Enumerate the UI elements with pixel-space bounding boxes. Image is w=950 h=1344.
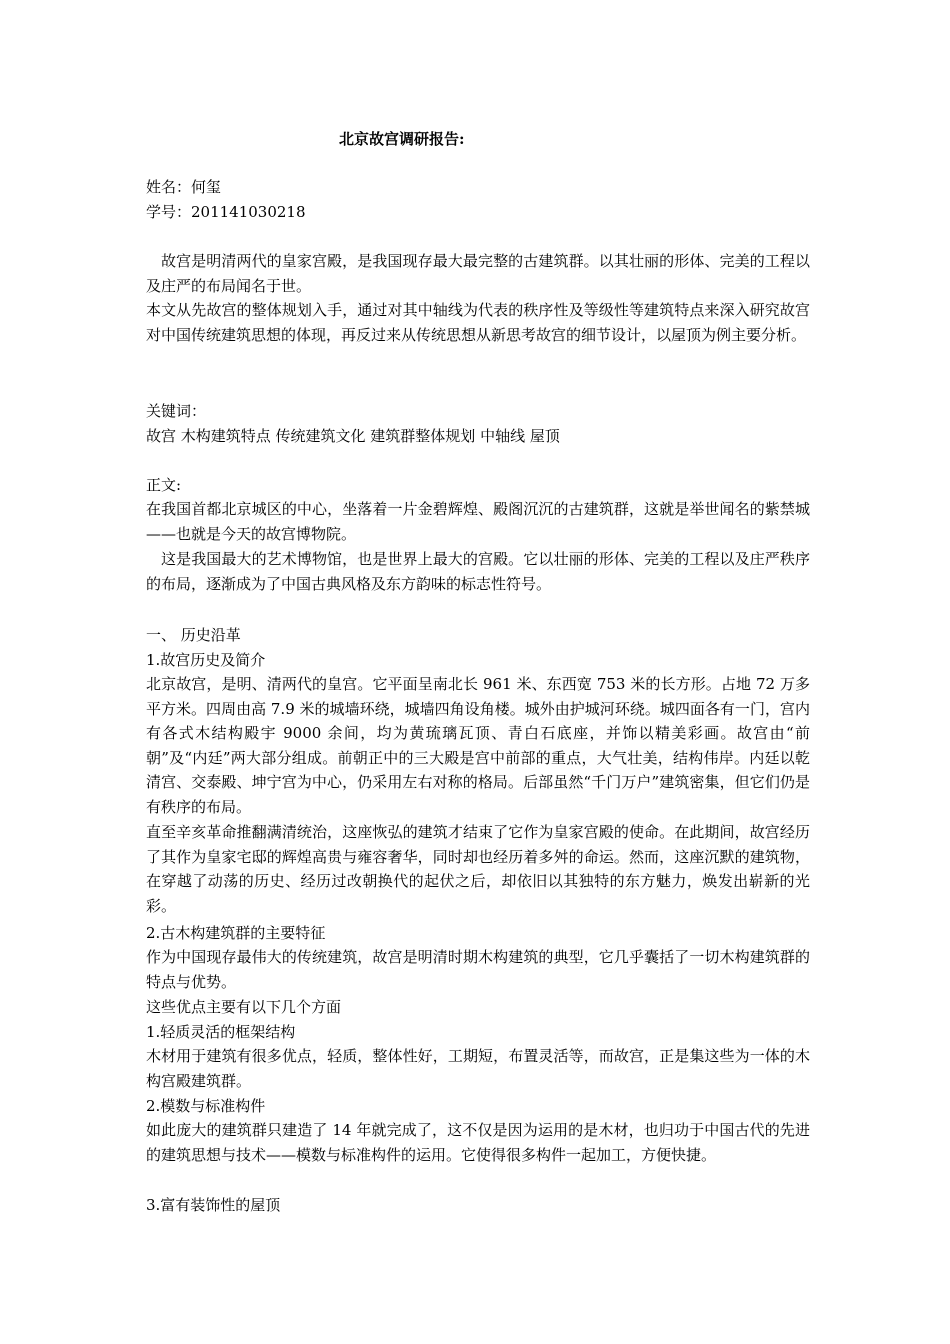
subsection-2-paragraph-1: 作为中国现存最伟大的传统建筑，故宫是明清时期木构建筑的典型，它几乎囊括了一切木构建筑群的特点与优势。 [146,948,810,991]
subsection-1-heading: 1.故宫历史及简介 [146,651,266,669]
subsection-1-paragraph-2: 直至辛亥革命推翻满清统治，这座恢弘的建筑才结束了它作为皇家宫殿的使命。在此期间，故宫经历了其作为皇家宅邸的辉煌高贵与雍容奢华，同时却也经历着多舛的命运。然而，这座沉默的建筑物，在穿越了动荡的历史、经历过改朝换代的起伏之后，却依旧以其独特的东方魅力，焕发出崭新的光彩。 [146,823,810,915]
item-1-paragraph: 木材用于建筑有很多优点，轻质，整体性好，工期短，布置灵活等，而故宫，正是集这些为一体的木构宫殿建筑群。 [146,1047,810,1090]
keywords-list: 故宫 木构建筑特点 传统建筑文化 建筑群整体规划 中轴线 屋顶 [146,427,560,445]
item-2-heading: 2.模数与标准构件 [146,1097,266,1115]
item-2-paragraph: 如此庞大的建筑群只建造了 14 年就完成了，这不仅是因为运用的是木材，也归功于中国古代的先进的建筑思想与技术——模数与标准构件的运用。它使得很多构件一起加工，方便快捷。 [146,1121,810,1164]
body-label: 正文: [146,476,182,494]
subsection-1-paragraph-1: 北京故宫，是明、清两代的皇宫。它平面呈南北长 961 米、东西宽 753 米的长方形。占地 72 万多平方米。四周由高 7.9 米的城墙环绕，城墙四角设角楼。城外由护城河环绕。城四面各有一门，宫内有各式木结构殿宇 9000 余间，均为黄琉璃瓦顶、青白石底座，并饰以精美彩画。故宫由“前朝”及“内廷”两大部分组成。前朝正中的三大殿是宫中前部的重点，大气壮美，结构伟岸。内廷以乾清宫、交泰殿、坤宁宫为中心，仍采用左右对称的格局。后部虽然“千门万户”建筑密集，但它们仍是有秩序的布局。 [146,675,810,816]
subsection-2-paragraph-2: 这些优点主要有以下几个方面 [146,998,342,1016]
name-line: 姓名：何玺 [146,178,222,196]
report-title: 北京故宫调研报告: [339,130,465,148]
keywords-label: 关键词： [146,402,207,420]
subsection-2-heading: 2.古木构建筑群的主要特征 [146,924,326,942]
student-id-line: 学号：201141030218 [146,203,306,221]
item-3-heading: 3.富有装饰性的屋顶 [146,1196,281,1214]
abstract-paragraph-1: 故宫是明清两代的皇家宫殿，是我国现存最大最完整的古建筑群。以其壮丽的形体、完美的工程以及庄严的布局闻名于世。 [146,252,810,295]
item-1-heading: 1.轻质灵活的框架结构 [146,1023,296,1041]
section-1-heading: 一、 历史沿革 [146,626,241,644]
body-paragraph-1: 在我国首都北京城区的中心，坐落着一片金碧辉煌、殿阁沉沉的古建筑群，这就是举世闻名的紫禁城——也就是今天的故宫博物院。 [146,500,810,543]
abstract-paragraph-2: 本文从先故宫的整体规划入手，通过对其中轴线为代表的秩序性及等级性等建筑特点来深入研究故宫对中国传统建筑思想的体现，再反过来从传统思想从新思考故宫的细节设计，以屋顶为例主要分析。 [146,301,810,344]
body-paragraph-2: 这是我国最大的艺术博物馆，也是世界上最大的宫殿。它以壮丽的形体、完美的工程以及庄严秩序的布局，逐渐成为了中国古典风格及东方韵味的标志性符号。 [146,550,810,593]
